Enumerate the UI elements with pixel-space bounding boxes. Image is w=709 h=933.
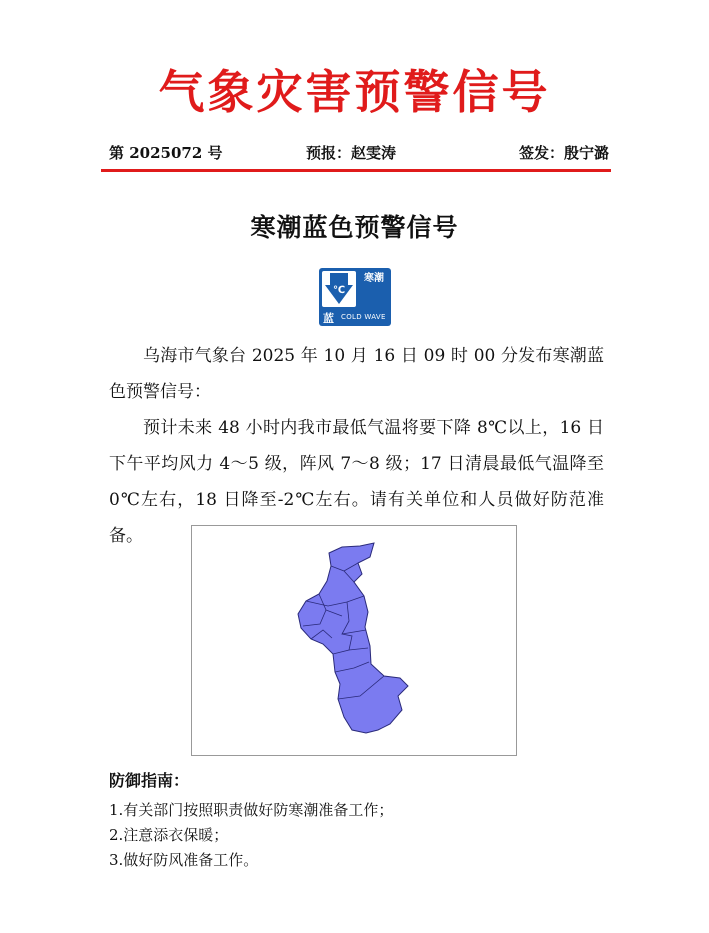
guide-item: 1.有关部门按照职责做好防寒潮准备工作；: [109, 801, 394, 819]
guide-list: [109, 798, 604, 873]
document-meta: [109, 142, 609, 164]
masthead-title: 气象灾害预警信号: [158, 65, 551, 119]
temperature-down-icon: [322, 271, 356, 307]
cold-wave-blue-badge-icon: [319, 268, 391, 326]
warning-area-map: [191, 525, 517, 756]
header-divider: [101, 169, 611, 172]
wuhai-map-shape: [192, 526, 516, 755]
document-number: 第 2025072 号: [109, 144, 223, 162]
temperature-symbol: ℃: [332, 285, 346, 296]
issuer: 签发：殷宁潞: [518, 144, 609, 162]
forecast-paragraph: 预计未来 48 小时内我市最低气温将要下降 8℃以上，16 日下午平均风力 4～5 级，阵风 7～8 级；17 日清晨最低气温降至 0℃左右，18 日降至-2℃左右。请有关单位和人员做好防范准备。: [109, 418, 604, 546]
issue-paragraph: 乌海市气象台 2025 年 10 月 16 日 09 时 00 分发布寒潮蓝色预警信号：: [109, 346, 604, 402]
warning-title: 寒潮蓝色预警信号: [250, 213, 459, 242]
badge-name-en: COLD WAVE: [341, 313, 386, 321]
badge-level: 蓝: [323, 312, 334, 325]
guide-item: 2.注意添衣保暖；: [109, 826, 229, 844]
badge-name-cn: 寒潮: [364, 273, 384, 284]
guide-item: 3.做好防风准备工作。: [109, 851, 259, 869]
forecaster: 预报：赵雯涛: [306, 144, 397, 162]
guide-title: 防御指南：: [109, 771, 190, 790]
